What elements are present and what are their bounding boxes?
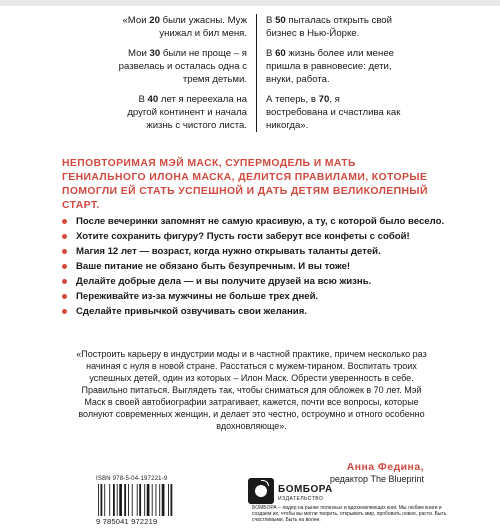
bullet-dot-icon: [62, 234, 67, 239]
list-item: Делайте добрые дела — и вы получите друзей на всю жизнь.: [62, 275, 447, 288]
age-quotes: [108, 14, 408, 132]
bullet-dot-icon: [62, 249, 67, 254]
rules-list: [62, 215, 447, 320]
list-item: Ваше питание не обязано быть безупречным. И вы тоже!: [62, 260, 447, 273]
reviewer-role: редактор The Blueprint: [329, 474, 424, 484]
isbn-block: [96, 476, 184, 526]
isbn-text: ISBN 978-5-04-197221-9: [96, 476, 168, 482]
quote-70s: А теперь, в 70, я востребована и счастлива как никогда».: [266, 94, 401, 131]
list-item: Сделайте привычкой озвучивать свои желания.: [62, 305, 447, 318]
list-item: Переживайте из-за мужчины не больше трех дней.: [62, 290, 447, 303]
review-quote: «Построить карьеру в индустрии моды и в частной практике, причем несколько раз начиная с нуля в новой стране. Расстаться с мужем-тираном. Воспитать троих успешных детей, один из которых – Илон Маск. Обрести уверенность в себе. Правильно питаться. Выглядеть так, чтобы сниматься для обложек в 70 лет. Мэй Маск в своей автобиографии затрагивает, кажется, почти все вопросы, которые волнуют современных женщин, и делает это честно, остроумно и отного особенно вдохновляюще».: [76, 349, 427, 431]
quote-20s: «Мои 20 были ужасны. Муж унижал и бил меня.: [122, 15, 247, 39]
list-item: Хотите сохранить фигуру? Пусть гости заберут все конфеты с собой!: [62, 230, 447, 243]
quote-40s: В 40 лет я переехала на другой континент и начала жизнь с чистого листа.: [127, 94, 247, 131]
list-item: После вечеринки запомнят не самую красивую, а ту, с которой было весело.: [62, 215, 447, 228]
quote-50s: В 50 пыталась открыть свой бизнес в Нью-Йорке.: [266, 15, 393, 39]
bullet-dot-icon: [62, 279, 67, 284]
bullet-dot-icon: [62, 264, 67, 269]
logo-subtitle: ИЗДАТЕЛЬСТВО: [278, 496, 324, 502]
quotes-left-column: [108, 14, 257, 132]
quotes-right-column: [257, 14, 404, 132]
list-item: Магия 12 лет — возраст, когда нужно открывать таланты детей.: [62, 245, 447, 258]
barcode-digits: 9 785041 972219: [96, 517, 158, 526]
headline: НЕПОВТОРИМАЯ МЭЙ МАСК, СУПЕРМОДЕЛЬ И МАТЬ ГЕНИАЛЬНОГО ИЛОНА МАСКА, ДЕЛИТСЯ ПРАВИЛАМИ, КОТОРЫЕ ПОМОГЛИ ЕЙ СТАТЬ УСПЕШНОЙ И ДАТЬ ДЕТЯМ ВЕЛИКОЛЕПНЫЙ СТАРТ.: [62, 158, 428, 211]
bullet-dot-icon: [62, 294, 67, 299]
barcode-image: [96, 484, 184, 516]
quote-60s: В 60 жизнь более или менее пришла в равновесие: дети, внуки, работа.: [266, 48, 394, 85]
logo-name: БОМБОРА: [278, 484, 333, 495]
top-edge: [0, 0, 500, 6]
quote-30s: Мои 30 были не проще – я развелась и осталась одна с тремя детьми.: [118, 48, 247, 85]
bullet-dot-icon: [62, 219, 67, 224]
reviewer-name: Анна Федина,: [346, 462, 424, 473]
bomb-icon: [248, 478, 274, 504]
publisher-note: БОМБОРА – лидер на рынке полезных и вдохновляющих книг. Мы любим книги и создаем их, чтобы вы могли творить, открывать мир, пробовать новое, расти. Быть счастливыми. Быть на волне.: [252, 505, 447, 523]
bullet-dot-icon: [62, 309, 67, 314]
